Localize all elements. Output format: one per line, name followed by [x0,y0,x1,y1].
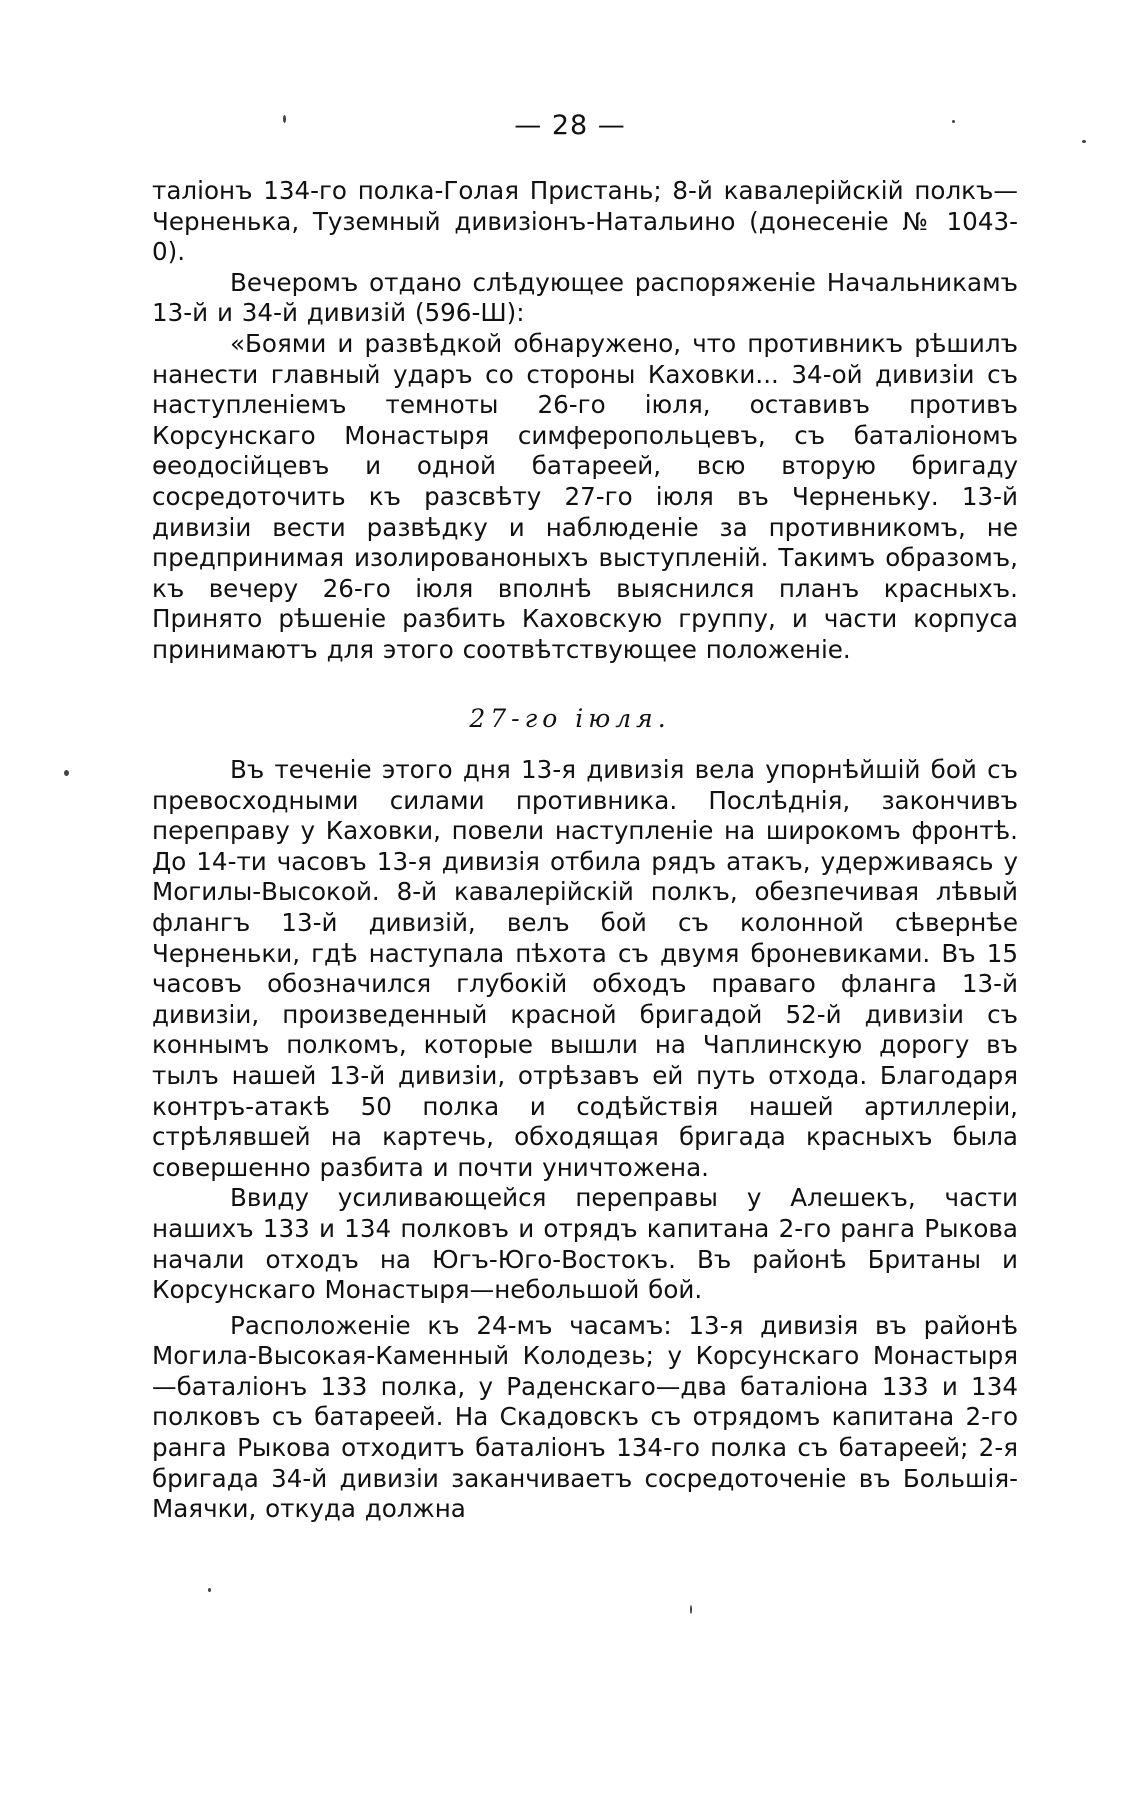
page-number: — 28 — [514,110,626,141]
text-block-upper [152,176,1018,666]
scan-speck [208,1588,211,1592]
scan-speck [690,1605,692,1614]
scan-speck [1082,140,1086,143]
text-block-lower [152,755,1018,1525]
paragraph-continuation: таліонъ 134-го полка-Голая Пристань; 8-й кавалерійскій полкъ—Черненька, Туземный дивизіонъ-Натальино (донесеніе № 1043-0). [152,176,1018,267]
paragraph-order-intro: Вечеромъ отдано слѣдующее распоряженіе Начальникамъ 13-й и 34-й дивизій (596-Ш): [152,267,1018,328]
paragraph-withdrawal: Ввиду усиливающейся переправы у Алешекъ, части нашихъ 133 и 134 полковъ и отрядъ капитана 2-го ранга Рыкова начали отходъ на Югъ-Юго-Востокъ. Въ районѣ Британы и Корсунскаго Монастыря—небольшой бой. [152,1183,1018,1305]
scan-speck [64,770,69,776]
paragraph-battle: Въ теченіе этого дня 13-я дивизія вела упорнѣйшій бой съ превосходными силами противника. Послѣднія, закончивъ переправу у Каховки, повели наступленіе на широкомъ фронтѣ. До 14-ти часовъ 13-я дивизія отбила рядъ атакъ, удерживаясь у Могилы-Высокой. 8-й кавалерійскій полкъ, обезпечивая лѣвый флангъ 13-й дивизій, велъ бой съ колонной сѣвернѣе Черненьки, гдѣ наступала пѣхота съ двумя броневиками. Въ 15 часовъ обозначился глубокій обходъ праваго фланга 13-й дивизіи, произведенный красной бригадой 52-й дивизіи съ коннымъ полкомъ, которые вышли на Чаплинскую дорогу въ тылъ нашей 13-й дивизіи, отрѣзавъ ей путь отхода. Благодаря контръ-атакѣ 50 полка и содѣйствія нашей артиллеріи, стрѣлявшей на картечь, обходящая бригада красныхъ была совершенно разбита и почти уничтожена. [152,755,1018,1182]
paragraph-disposition: Расположеніе къ 24-мъ часамъ: 13-я дивизія въ районѣ Могила-Высокая-Каменный Колодезь; у Корсунскаго Монастыря—баталіонъ 133 полка, у Раденскаго—два баталіона 133 и 134 полковъ съ батареей. На Скадовскъ съ отрядомъ капитана 2-го ранга Рыкова отходитъ баталіонъ 134-го полка съ батареей; 2-я бригада 34-й дивизіи заканчиваетъ сосредоточеніе въ Большія-Маячки, откуда должна [152,1310,1018,1524]
date-heading: 27-го іюля. [469,704,671,733]
scan-speck [283,115,286,123]
scan-speck [952,120,955,123]
paragraph-order-quote: «Боями и развѣдкой обнаружено, что противникъ рѣшилъ нанести главный ударъ со стороны Каховки... 34-ой дивизіи съ наступленіемъ темноты 26-го іюля, оставивъ противъ Корсунскаго Монастыря симферопольцевъ, съ баталіономъ ѳеодосійцевъ и одной батареей, всю вторую бригаду сосредоточить къ разсвѣту 27-го іюля въ Черненьку. 13-й дивизіи вести развѣдку и наблюденіе за противникомъ, не предпринимая изолированоныхъ выступленій. Такимъ образомъ, къ вечеру 26-го іюля вполнѣ выяснился планъ красныхъ. Принято рѣшеніе разбить Каховскую группу, и части корпуса принимаютъ для этого соотвѣтствующее положеніе. [152,328,1018,664]
